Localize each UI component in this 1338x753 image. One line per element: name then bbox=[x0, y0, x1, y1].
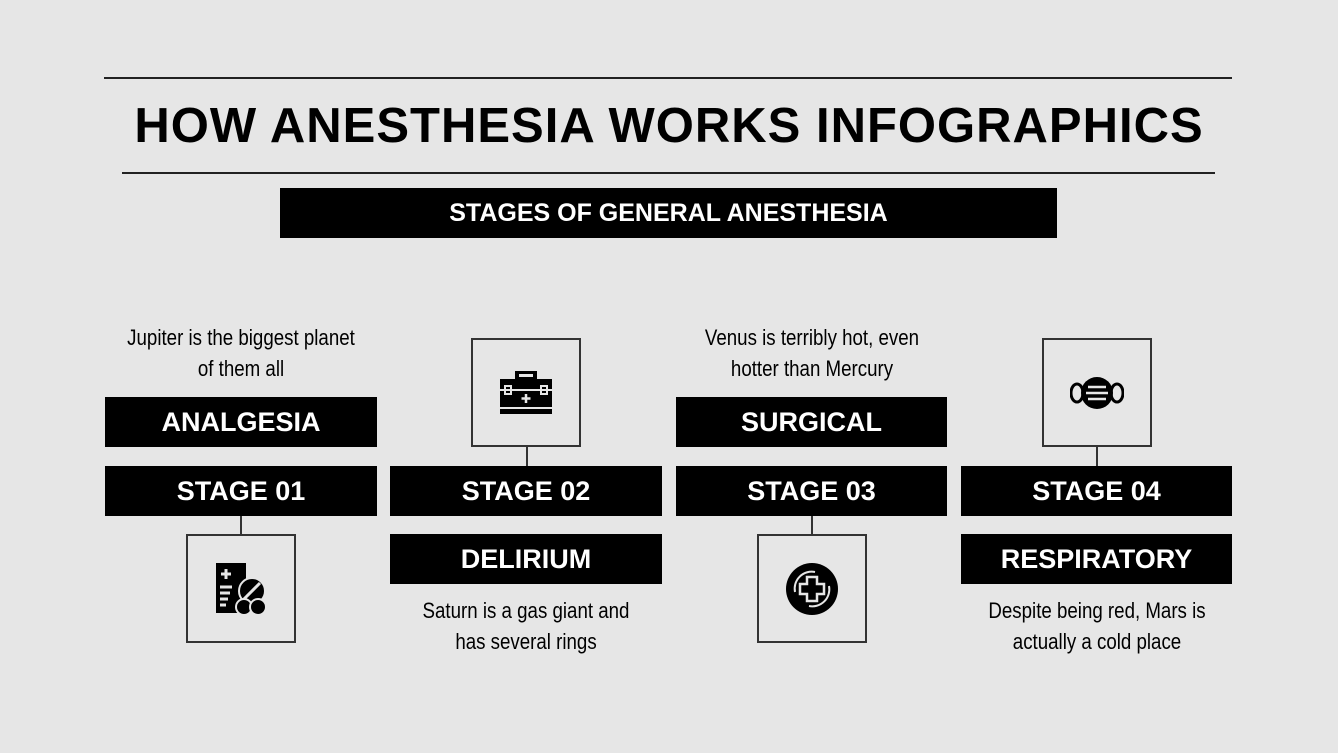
top-divider bbox=[104, 77, 1232, 79]
stage-4-name: RESPIRATORY bbox=[961, 534, 1232, 584]
stage-3-label: STAGE 03 bbox=[676, 466, 947, 516]
stage-1-name: ANALGESIA bbox=[105, 397, 377, 447]
stage-2-label: STAGE 02 bbox=[390, 466, 662, 516]
stage-3-icon-box bbox=[757, 534, 867, 643]
stage-2-description: Saturn is a gas giant and has several rings bbox=[422, 598, 630, 654]
connector bbox=[811, 516, 813, 534]
stage-4-label: STAGE 04 bbox=[961, 466, 1232, 516]
title-divider bbox=[122, 172, 1215, 174]
subtitle-banner: STAGES OF GENERAL ANESTHESIA bbox=[280, 188, 1057, 238]
stage-3-description: Venus is terribly hot, even hotter than Mercury bbox=[704, 325, 920, 381]
medical-report-pills-icon bbox=[214, 561, 268, 617]
face-mask-icon bbox=[1070, 376, 1124, 410]
stage-1-label: STAGE 01 bbox=[105, 466, 377, 516]
connector bbox=[526, 447, 528, 466]
connector bbox=[240, 516, 242, 534]
page-title: HOW ANESTHESIA WORKS INFOGRAPHICS bbox=[134, 99, 1204, 153]
stage-2-name: DELIRIUM bbox=[390, 534, 662, 584]
first-aid-kit-icon bbox=[499, 371, 553, 415]
stage-4-description: Despite being red, Mars is actually a cold place bbox=[988, 598, 1206, 654]
stage-1-icon-box bbox=[186, 534, 296, 643]
stage-2-icon-box bbox=[471, 338, 581, 447]
stage-3-name: SURGICAL bbox=[676, 397, 947, 447]
connector bbox=[1096, 447, 1098, 466]
stage-4-icon-box bbox=[1042, 338, 1152, 447]
stage-1-description: Jupiter is the biggest planet of them all bbox=[127, 325, 355, 381]
medical-cross-circle-icon bbox=[785, 562, 839, 616]
